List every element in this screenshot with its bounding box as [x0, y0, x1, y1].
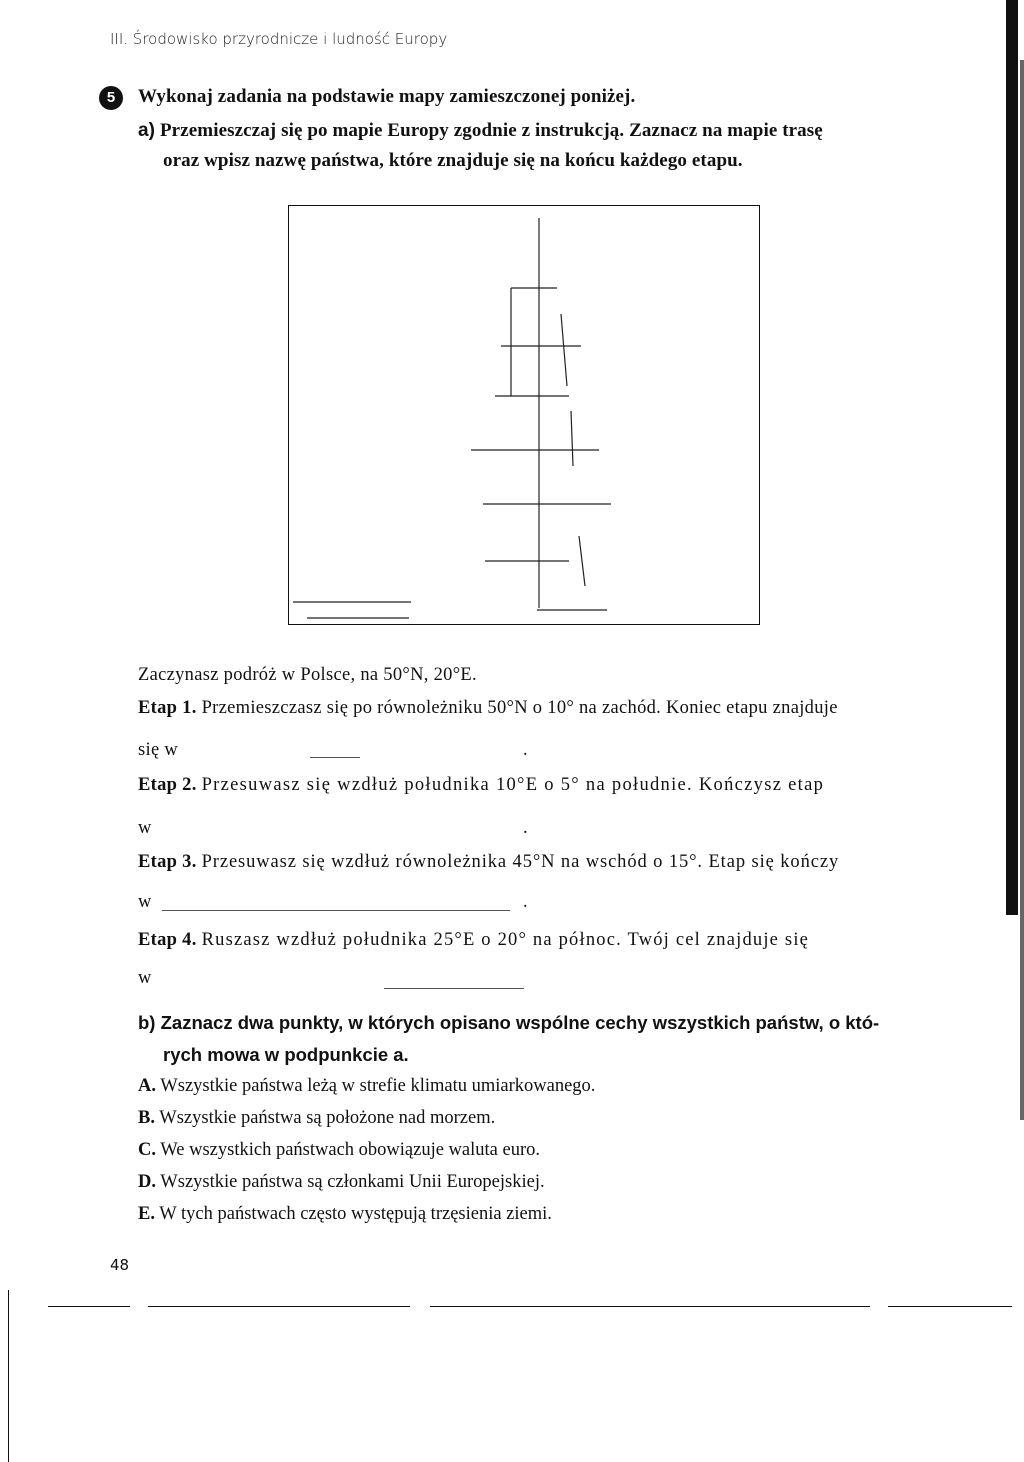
- part-b-text-1: Zaznacz dwa punkty, w których opisano wspólne cechy wszystkich państw, o któ-: [160, 1012, 880, 1033]
- option-letter: E.: [138, 1204, 155, 1224]
- bottom-rule-far-right: [888, 1306, 1012, 1307]
- option-e[interactable]: [138, 1204, 552, 1225]
- etap4-line: [138, 930, 809, 951]
- etap4-tail: w: [138, 968, 152, 988]
- etap4-answer-blank[interactable]: [384, 988, 524, 989]
- part-b-line1: [138, 1012, 879, 1034]
- part-a-line1: [138, 120, 823, 142]
- etap3-label: Etap 3.: [138, 852, 197, 872]
- option-b[interactable]: [138, 1108, 495, 1129]
- etap1-tail: się w: [138, 740, 179, 760]
- etap3-period: .: [523, 892, 528, 912]
- option-text: Wszystkie państwa leżą w strefie klimatu umiarkowanego.: [160, 1076, 596, 1096]
- etap1-answer-blank[interactable]: [310, 757, 360, 758]
- option-c[interactable]: [138, 1140, 540, 1161]
- option-text: We wszystkich państwach obowiązuje waluta euro.: [160, 1140, 540, 1160]
- etap1-text: Przemieszczasz się po równoleżniku 50°N o 10° na zachód. Koniec etapu znajduje: [201, 698, 838, 718]
- task-title: Wykonaj zadania na podstawie mapy zamieszczonej poniżej.: [138, 86, 636, 107]
- etap2-label: Etap 2.: [138, 775, 197, 795]
- etap2-period: .: [523, 818, 528, 838]
- part-a-line2: oraz wpisz nazwę państwa, które znajduje się na końcu każdego etapu.: [163, 150, 743, 171]
- etap3-line: [138, 852, 839, 873]
- etap2-line: [138, 775, 824, 796]
- option-a[interactable]: [138, 1076, 595, 1097]
- route-start: Zaczynasz podróż w Polsce, na 50°N, 20°E.: [138, 665, 477, 685]
- map-grid-lines: [289, 206, 758, 623]
- option-letter: D.: [138, 1172, 156, 1192]
- etap1-line: [138, 698, 838, 719]
- option-letter: B.: [138, 1108, 155, 1128]
- binding-edge-shadow: [1020, 60, 1024, 1120]
- etap4-label: Etap 4.: [138, 930, 197, 950]
- etap1-label: Etap 1.: [138, 698, 197, 718]
- part-b-line2: rych mowa w podpunkcie a.: [163, 1044, 409, 1065]
- option-text: Wszystkie państwa są członkami Unii Europejskiej.: [160, 1172, 545, 1192]
- etap3-text: Przesuwasz się wzdłuż równoleżnika 45°N na wschód o 15°. Etap się kończy: [201, 852, 840, 872]
- option-text: Wszystkie państwa są położone nad morzem.: [159, 1108, 496, 1128]
- bottom-rule-left: [48, 1306, 130, 1307]
- part-a-label: a): [138, 120, 156, 141]
- option-d[interactable]: [138, 1172, 545, 1193]
- etap4-text: Ruszasz wzdłuż południka 25°E o 20° na północ. Twój cel znajduje się: [201, 930, 810, 950]
- etap1-answer-line: [138, 740, 178, 761]
- europe-map[interactable]: [288, 205, 760, 625]
- part-a-text-1: Przemieszczaj się po mapie Europy zgodnie z instrukcją. Zaznacz na mapie trasę: [159, 120, 823, 141]
- etap2-text: Przesuwasz się wzdłuż południka 10°E o 5° na południe. Kończysz etap: [201, 775, 825, 795]
- chapter-header: III. Środowisko przyrodnicze i ludność Europy: [110, 30, 448, 48]
- etap1-period: .: [523, 740, 528, 760]
- bottom-rule-right: [430, 1306, 870, 1307]
- etap2-tail: w: [138, 818, 152, 838]
- part-b-label: b): [138, 1012, 156, 1033]
- etap3-answer-blank[interactable]: [162, 910, 510, 911]
- scan-edge-left: [8, 1290, 9, 1462]
- bottom-rule-mid: [148, 1306, 410, 1307]
- binding-edge-mark: [1006, 0, 1018, 915]
- option-text: W tych państwach często występują trzęsienia ziemi.: [159, 1204, 552, 1224]
- task-number-badge: 5: [99, 86, 123, 110]
- page-number: 48: [110, 1256, 130, 1274]
- option-letter: A.: [138, 1076, 156, 1096]
- option-letter: C.: [138, 1140, 156, 1160]
- etap3-tail: w: [138, 892, 152, 912]
